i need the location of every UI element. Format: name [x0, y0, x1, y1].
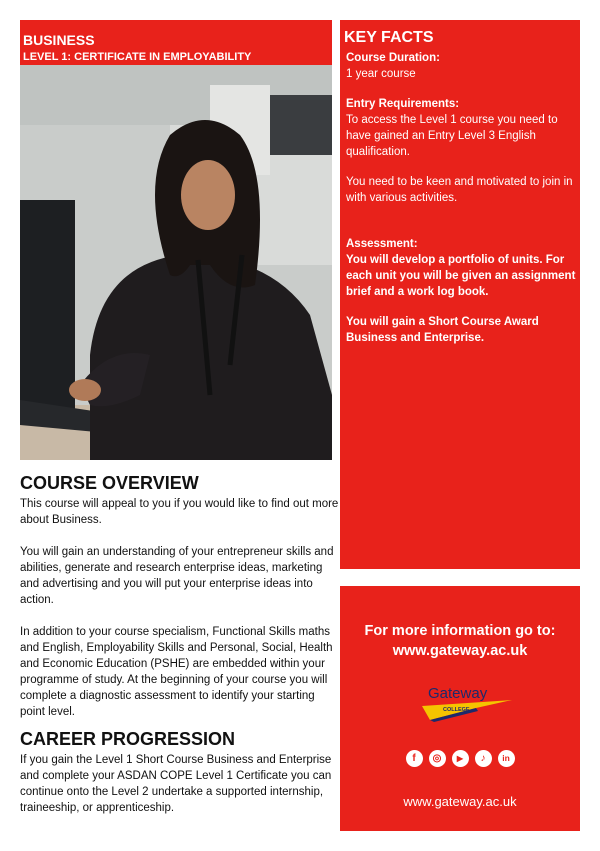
- overview-paragraph-2: You will gain an understanding of your entrepreneur skills and abilities, generate and research enterprise ideas, marketing and advertising and you will put your enterprise ideas into action.: [20, 546, 334, 606]
- linkedin-icon[interactable]: in: [498, 750, 515, 767]
- assessment-text: You will develop a portfolio of units. For each unit you will be given an assignment brief and a work log book.: [346, 254, 576, 298]
- footer-url[interactable]: www.gateway.ac.uk: [403, 794, 517, 809]
- assessment-label: Assessment:: [346, 238, 418, 250]
- logo-subtext: COLLEGE: [443, 707, 470, 713]
- student-at-computer-image: [20, 65, 332, 460]
- course-header: [20, 20, 332, 65]
- facebook-icon[interactable]: f: [406, 750, 423, 767]
- course-subtitle: LEVEL 1: CERTIFICATE IN EMPLOYABILITY: [23, 51, 252, 63]
- cta-line-1: For more information go to:: [364, 623, 556, 639]
- entry-label: Entry Requirements:: [346, 98, 460, 110]
- career-progression-heading: CAREER PROGRESSION: [20, 729, 236, 749]
- overview-paragraph-3: In addition to your course specialism, Functional Skills maths and English, Employability Skills and Personal, Social, Health and Economic Education (PSHE) are embedded within your programme of study. At the beginning of your course you will complete a diagnostic assessment to identify your starting point level.: [20, 626, 333, 718]
- more-info-cta: [340, 621, 580, 661]
- cta-url[interactable]: www.gateway.ac.uk: [392, 643, 528, 659]
- student-photo: [20, 65, 332, 460]
- assessment-text-2: You will gain a Short Course Award Business and Enterprise.: [346, 316, 539, 344]
- course-overview-heading: COURSE OVERVIEW: [20, 473, 199, 493]
- entry-text: To access the Level 1 course you need to have gained an Entry Level 3 English qualification.: [346, 114, 558, 158]
- course-overview-body: [20, 496, 340, 720]
- duration-value: 1 year course: [346, 68, 416, 80]
- youtube-icon[interactable]: ▶: [452, 750, 469, 767]
- overview-paragraph-1: This course will appeal to you if you would like to find out more about Business.: [20, 498, 339, 526]
- career-paragraph: If you gain the Level 1 Short Course Business and Enterprise and complete your ASDAN COPE Level 1 Certificate you can continue onto the Level 2 undertake a supported internship, traineeship, or apprenticeship.: [20, 754, 332, 814]
- entry-text-2: You need to be keen and motivated to join in with various activities.: [346, 176, 573, 204]
- tiktok-icon[interactable]: ♪: [475, 750, 492, 767]
- instagram-icon[interactable]: ◎: [429, 750, 446, 767]
- key-facts-title: KEY FACTS: [344, 29, 434, 46]
- gateway-college-logo: [416, 684, 516, 724]
- career-progression-body: [20, 752, 340, 816]
- social-icons: [340, 750, 580, 767]
- logo-wordmark: Gateway: [428, 685, 488, 702]
- duration-label: Course Duration:: [346, 52, 440, 64]
- key-facts-panel: [340, 20, 580, 569]
- course-title: BUSINESS: [23, 32, 95, 48]
- more-info-panel: [340, 586, 580, 831]
